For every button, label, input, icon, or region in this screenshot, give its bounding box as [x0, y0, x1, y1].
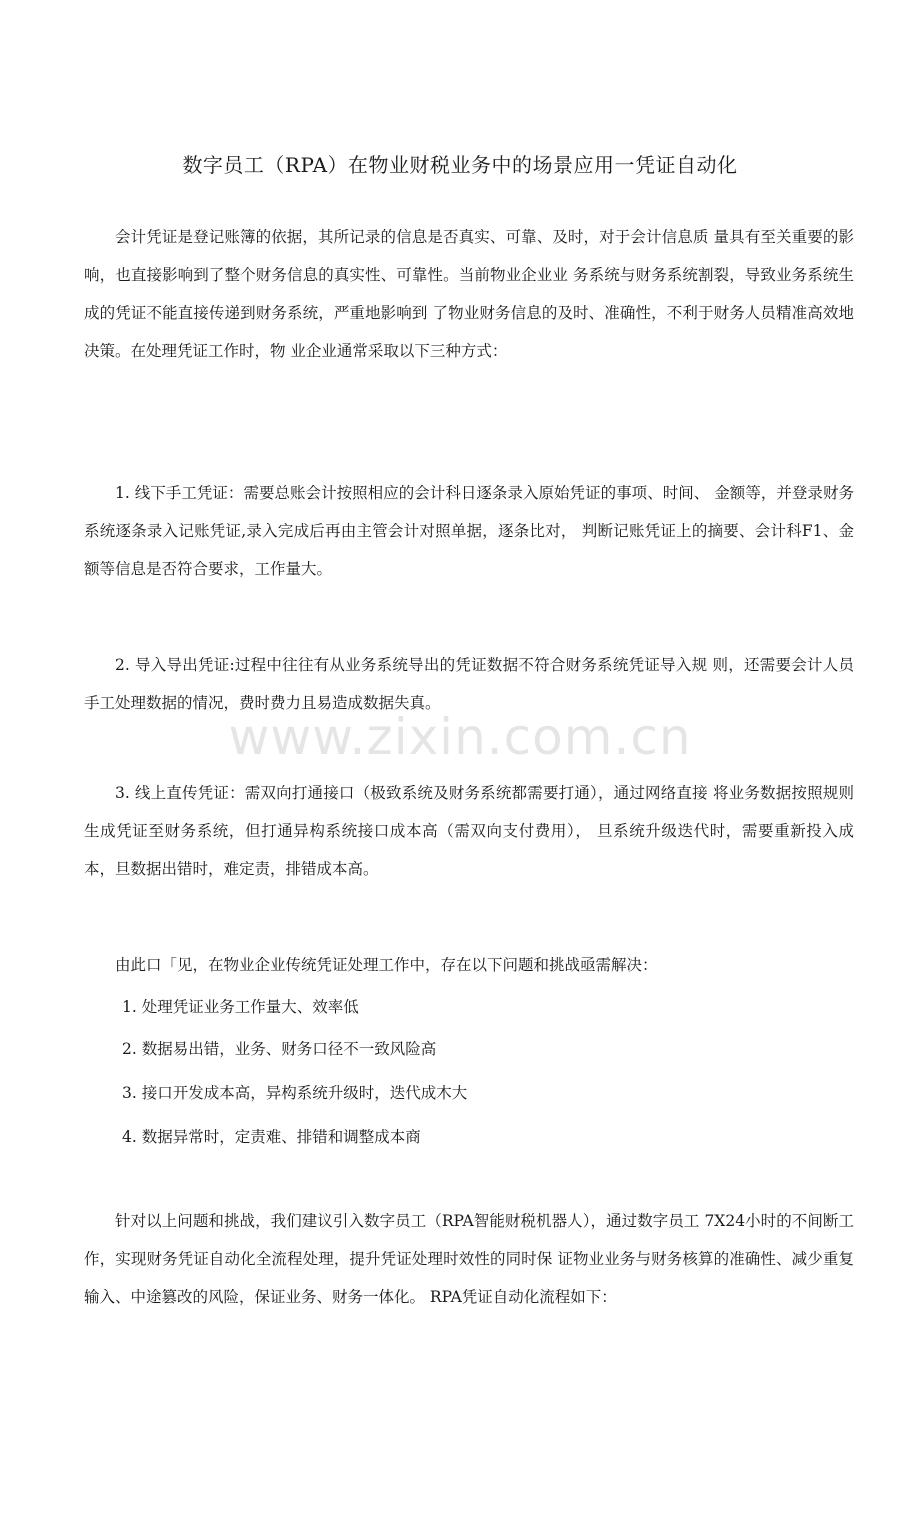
conclusion-paragraph: 针对以上问题和挑战，我们建议引入数字员工（RPA智能财税机器人），通过数字员工 7X24小时的不间断工作，实现财务凭证自动化全流程处理，提升凭证处理时效性的同时保 证物业业务与财务核算的准确性、减少重复输入、中途篡改的风险，保证业务、财务一体化。 RPA凭证自动化流程如下：: [84, 1212, 854, 1306]
method-1-paragraph: 1. 线下手工凭证：需要总账会计按照相应的会计科日逐条录入原始凭证的事项、时间、 金额等，并登录财务系统逐条录入记账凭证,录入完成后再由主管会计对照单据，逐条比对， 判断记账凭证上的摘要、会计科F1、金额等信息是否符合要求，工作量大。: [84, 484, 854, 578]
problems-intro-paragraph: 由此口「见，在物业企业传统凭证处理工作中，存在以下问题和挑战亟需解决：: [115, 956, 658, 974]
method-3-paragraph: 3. 线上直传凭证：需双向打通接口（极致系统及财务系统都需要打通），通过网络直接 将业务数据按照规则生成凭证至财务系统，但打通异构系统接口成本高（需双向支付费用）， 旦系统升级迭代时，需要重新投入成本，旦数据出错时，难定责，排错成本高。: [84, 784, 854, 878]
problem-item-4: 4. 数据异常时，定责难、排错和调整成本商: [122, 1128, 421, 1146]
intro-paragraph: 会计凭证是登记账簿的依据，其所记录的信息是否真实、可靠、及时，对于会计信息质 量具有至关重要的影响，也直接影响到了整个财务信息的真实性、可靠性。当前物业企业业 务系统与财务系统割裂，导致业务系统生成的凭证不能直接传递到财务系统，严重地影响到 了物业财务信息的及时、准确性，不利于财务人员精准高效地决策。在处理凭证工作时，物 业企业通常采取以下三种方式：: [84, 228, 854, 360]
problem-item-3: 3. 接口开发成本高，异构系统升级时，迭代成木大: [122, 1084, 468, 1102]
problem-item-2: 2. 数据易出错，业务、财务口径不一致风险高: [122, 1040, 437, 1058]
method-2-paragraph: 2. 导入导出凭证:过程中往往有从业务系统导出的凭证数据不符合财务系统凭证导入规 则，还需要会计人员手工处理数据的情况，费时费力且易造成数据失真。: [84, 656, 854, 712]
problem-item-1: 1. 处理凭证业务工作量大、效率低: [122, 998, 359, 1016]
document-title: 数字员工（RPA）在物业财税业务中的场景应用一凭证自动化: [182, 153, 738, 177]
watermark: www.zixin.com.cn: [228, 708, 692, 766]
